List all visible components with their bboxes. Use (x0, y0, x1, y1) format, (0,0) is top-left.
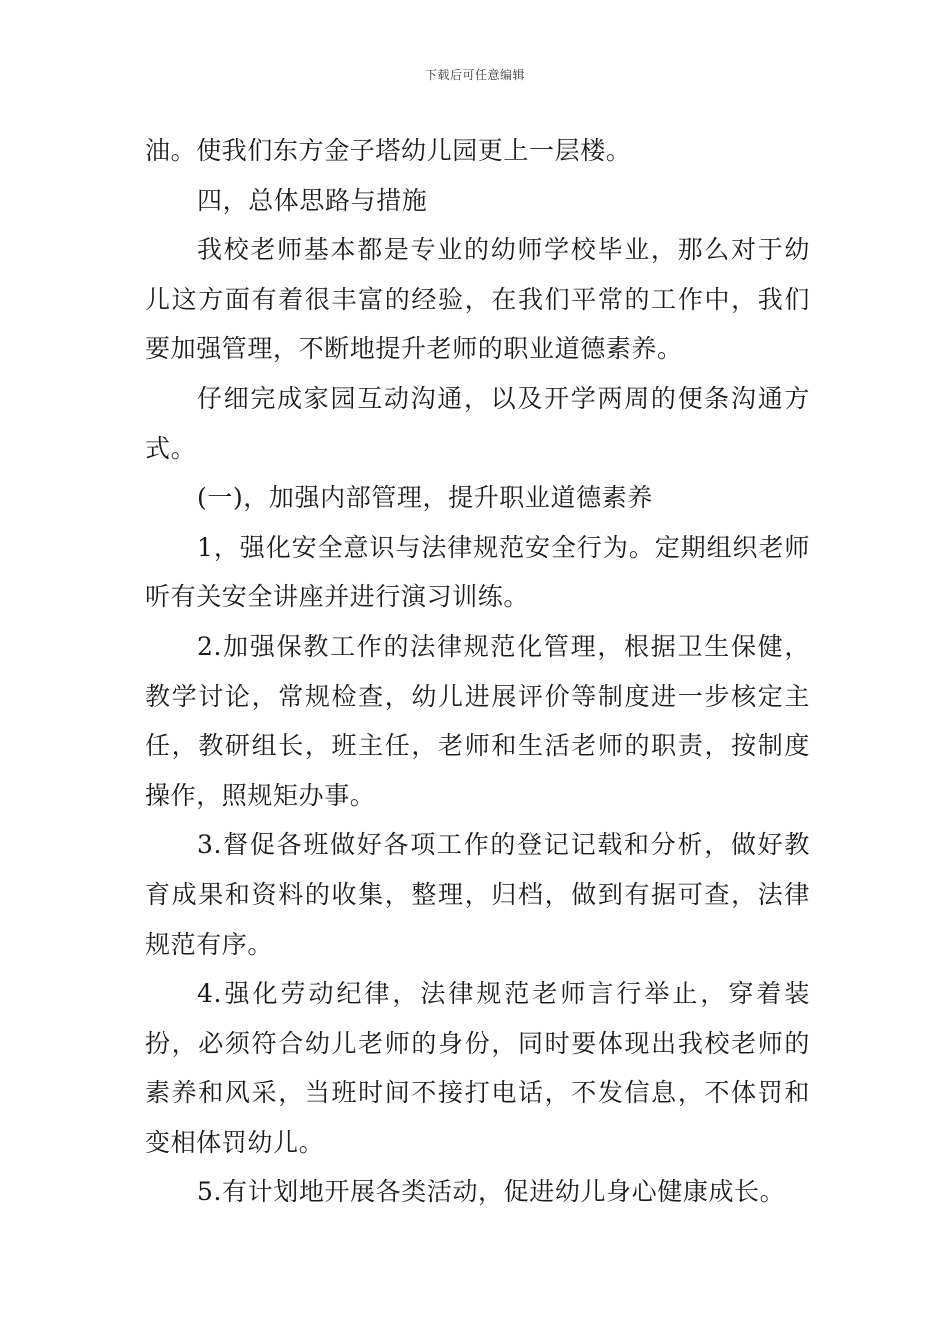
list-item: 5.有计划地开展各类活动，促进幼儿身心健康成长。 (197, 1177, 786, 1207)
document-body (145, 126, 810, 1217)
list-item: 3.督促各班做好各项工作的登记记载和分析，做好教育成果和资料的收集，整理，归档，做到有据可查，法律规范有序。 (145, 830, 810, 959)
paragraph: 仔细完成家园互动沟通，以及开学两周的便条沟通方式。 (145, 383, 810, 463)
paragraph-continuation: 油。使我们东方金子塔幼儿园更上一层楼。 (145, 136, 632, 165)
section-heading: 四，总体思路与措施 (197, 185, 428, 215)
page-header-note: 下载后可任意编辑 (424, 68, 525, 82)
list-item: 4.强化劳动纪律，法律规范老师言行举止，穿着装扮，必须符合幼儿老师的身份，同时要体现出我校老师的素养和风采，当班时间不接打电话，不发信息，不体罚和变相体罚幼儿。 (145, 979, 810, 1157)
paragraph: 我校老师基本都是专业的幼师学校毕业，那么对于幼儿这方面有着很丰富的经验，在我们平常的工作中，我们要加强管理，不断地提升老师的职业道德素养。 (145, 235, 810, 364)
list-item: 1，强化安全意识与法律规范安全行为。定期组织老师听有关安全讲座并进行演习训练。 (145, 532, 810, 612)
subsection-heading: (一)，加强内部管理，提升职业道德素养 (197, 483, 653, 513)
list-item: 2.加强保教工作的法律规范化管理，根据卫生保健，教学讨论，常规检查，幼儿进展评价等制度进一步核定主任，教研组长，班主任，老师和生活老师的职责，按制度操作，照规矩办事。 (145, 631, 810, 810)
